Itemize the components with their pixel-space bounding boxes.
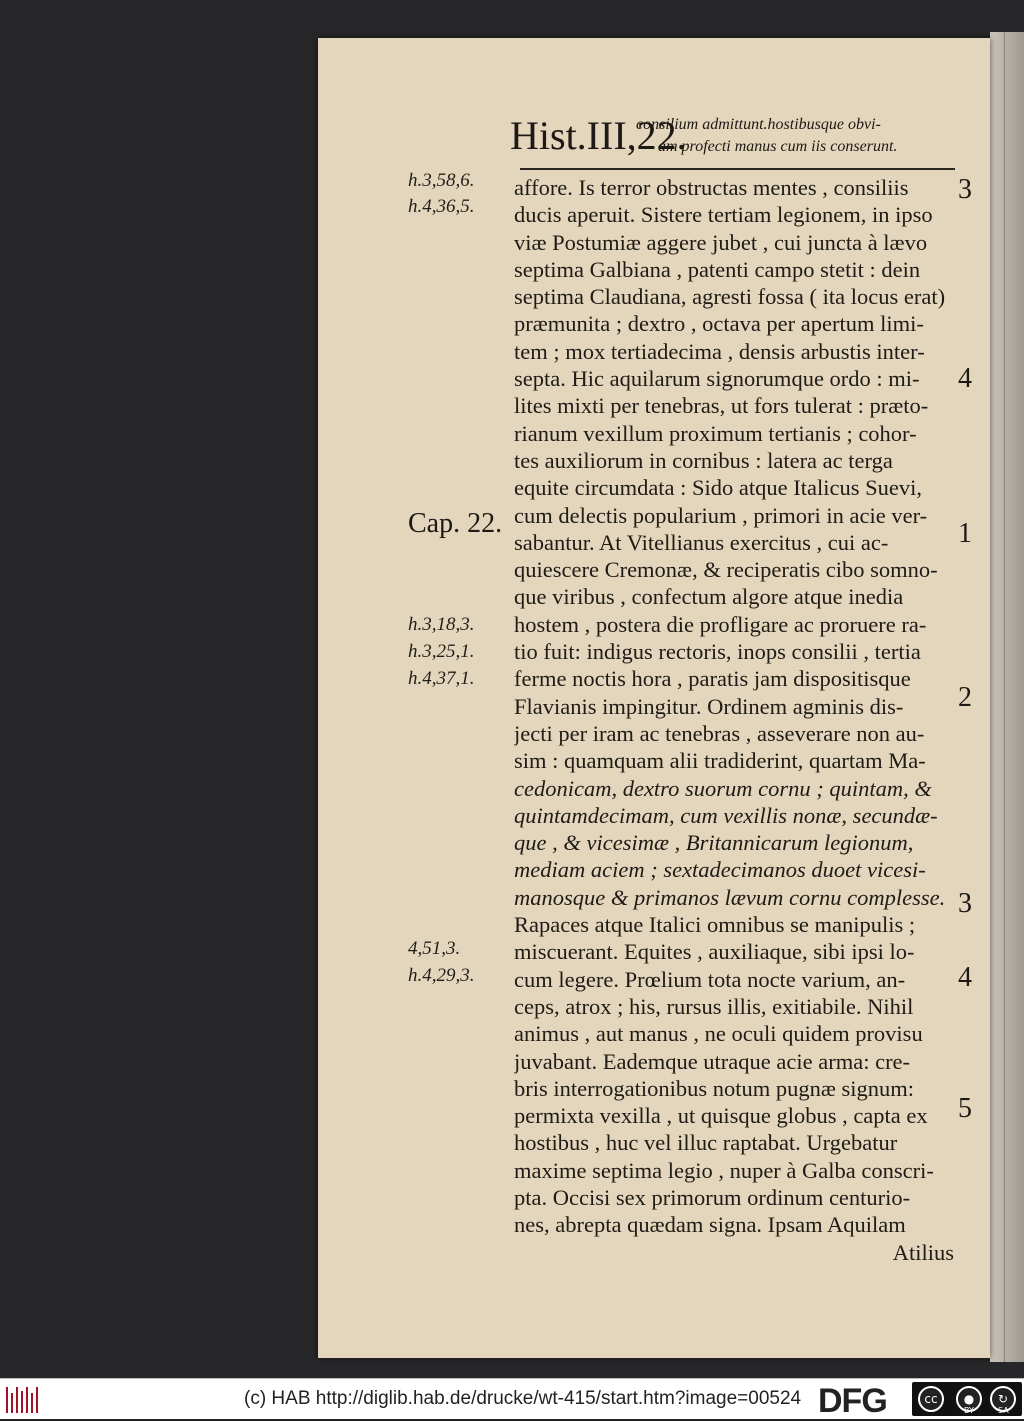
text-line: pta. Occisi sex primorum ordinum centurio-	[514, 1184, 911, 1210]
copyright-link[interactable]: (c) HAB http://diglib.hab.de/drucke/wt-415/start.htm?image=00524	[244, 1388, 802, 1409]
text-line: septa. Hic aquilarum signorumque ordo : mi-	[514, 366, 920, 392]
text-line: sabantur. At Vitellianus exercitus , cui ac-	[514, 529, 889, 555]
text-line: lites mixti per tenebras, ut fors tulerat : præto-	[514, 393, 929, 419]
text-line: jecti per iram ac tenebras , asseverare non au-	[514, 720, 925, 746]
section-number: 2	[958, 682, 972, 713]
text-line: cum legere. Prœlium tota nocte varium, an-	[514, 966, 906, 992]
text-line: viæ Postumiæ aggere jubet , cui juncta à lævo	[514, 229, 928, 255]
text-line: tem ; mox tertiadecima , densis arbustis inter-	[514, 338, 925, 364]
text-line: ceps, atrox ; his, rursus illis, exitiabile. Nihil	[514, 993, 914, 1019]
header-catchline-2: am profecti manus cum iis conserunt.	[658, 138, 898, 155]
section-number: 5	[958, 1093, 972, 1124]
sa-label: SA	[998, 1406, 1009, 1415]
section-number: 3	[958, 888, 972, 919]
cc-icon: cc	[918, 1386, 944, 1412]
text-line: Flavianis impingitur. Ordinem agminis dis-	[514, 693, 904, 719]
book-fore-edge	[990, 32, 1024, 1362]
text-line: mediam aciem ; sextadecimanos duoet vicesi-	[514, 857, 926, 883]
dfg-logo[interactable]: DFG	[818, 1382, 887, 1420]
chapter-label: Cap. 22.	[408, 508, 503, 539]
text-line: nes, abrepta quædam signa. Ipsam Aquilam	[514, 1212, 906, 1238]
text-line: miscuerant. Equites , auxiliaque, sibi ipsi lo-	[514, 939, 915, 965]
text-line: juvabant. Eademque utraque acie arma: cre-	[514, 1048, 911, 1074]
header-rule	[520, 168, 955, 170]
text-line: equite circumdata : Sido atque Italicus Suevi,	[514, 475, 923, 501]
catchword: Atilius	[892, 1239, 954, 1265]
text-line: Rapaces atque Italici omnibus se manipulis ;	[514, 912, 916, 938]
text-line: manosque & primanos lævum cornu complesse.	[514, 884, 946, 910]
running-title: Hist.III,22.	[510, 113, 687, 158]
text-line: septima Galbiana , patenti campo stetit : dein	[514, 256, 921, 282]
license-badge[interactable]	[912, 1382, 1022, 1416]
text-line: præmunita ; dextro , octava per apertum limi-	[514, 311, 924, 337]
margin-note: 4,51,3.	[408, 938, 461, 959]
margin-note: h.4,36,5.	[408, 196, 475, 217]
fore-edge-line	[1004, 32, 1005, 1362]
text-line: quintamdecimam, cum vexillis nonæ, secundæ-	[514, 802, 938, 828]
text-line: rianum vexillum proximum tertianis ; cohor-	[514, 420, 917, 446]
text-line: tio fuit: indigus rectoris, inops consilii , tertia	[514, 639, 921, 665]
text-line: quiescere Cremonæ, & reciperatis cibo somno-	[514, 557, 938, 583]
header-catchline-1: consilium admittunt.hostibusque obvi-	[636, 116, 881, 133]
text-line: permixta vexilla , ut quisque globus , capta ex	[514, 1103, 928, 1129]
section-number: 3	[958, 174, 972, 205]
text-line: bris interrogationibus notum pugnæ signum:	[514, 1075, 914, 1101]
section-number: 4	[958, 363, 972, 394]
text-line: cum delectis popularium , primori in acie ver-	[514, 502, 928, 528]
text-line: maxime septima legio , nuper à Galba conscri-	[514, 1157, 934, 1183]
body-text	[514, 174, 954, 1266]
text-line: affore. Is terror obstructas mentes , consiliis	[514, 175, 909, 200]
text-line: ferme noctis hora , paratis jam dispositisque	[514, 666, 911, 692]
margin-note: h.4,29,3.	[408, 965, 475, 986]
by-icon: ●	[956, 1386, 982, 1412]
text-line: hostem , postera die profligare ac proruere ra-	[514, 611, 927, 637]
text-line: sim : quamquam alii tradiderint, quartam Ma-	[514, 748, 926, 774]
section-number: 1	[958, 518, 972, 549]
text-line: que , & vicesimæ , Britannicarum legionum,	[514, 830, 914, 856]
margin-note: h.3,25,1.	[408, 641, 475, 662]
margin-note: h.3,58,6.	[408, 170, 475, 191]
margin-note: h.3,18,3.	[408, 614, 475, 635]
sa-icon: ↻	[990, 1386, 1016, 1412]
text-line: que viribus , confectum algore atque inedia	[514, 584, 904, 610]
text-line: animus , aut manus , ne oculi quidem provisu	[514, 1021, 923, 1047]
margin-note: h.4,37,1.	[408, 668, 475, 689]
text-line: tes auxiliorum in cornibus : latera ac terga	[514, 447, 893, 473]
text-line: ducis aperuit. Sistere tertiam legionem, in ipso	[514, 202, 933, 228]
page-header	[510, 110, 960, 170]
text-line: cedonicam, dextro suorum cornu ; quintam, &	[514, 775, 932, 801]
footer-bar	[0, 1378, 1024, 1419]
hab-logo-icon[interactable]	[6, 1387, 42, 1413]
text-line: hostibus , huc vel illuc raptabat. Urgebatur	[514, 1130, 898, 1156]
by-label: BY	[964, 1406, 974, 1415]
section-number: 4	[958, 962, 972, 993]
text-line: septima Claudiana, agresti fossa ( ita locus erat)	[514, 284, 946, 310]
